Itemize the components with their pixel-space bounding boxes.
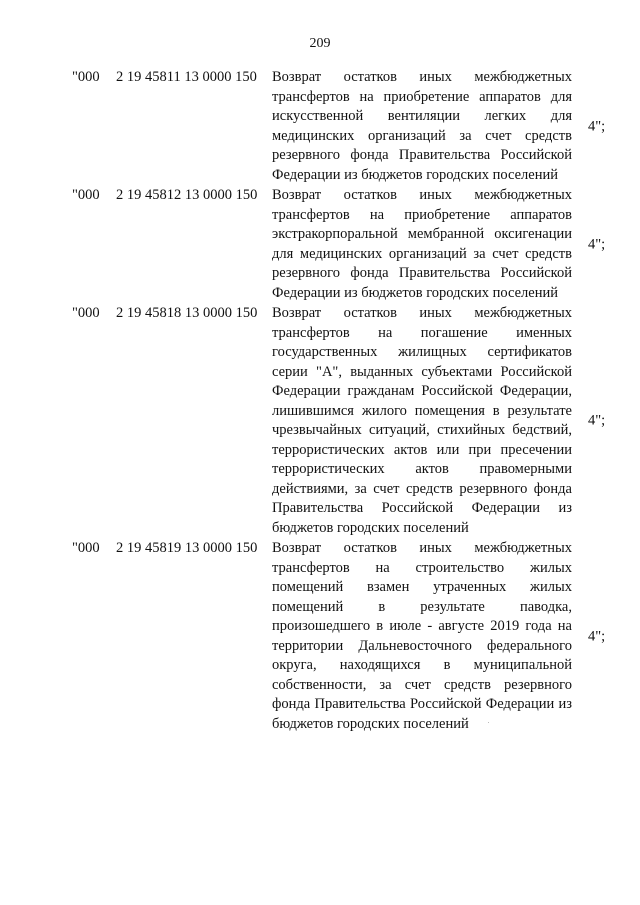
entry-code: 2 19 45812 13 0000 150 <box>116 187 258 203</box>
entry-suffix: 4"; <box>588 627 606 644</box>
entry-prefix: "000 <box>72 187 100 203</box>
entry-prefix: "000 <box>72 69 100 85</box>
page-number: 209 <box>309 36 331 51</box>
table-row <box>0 539 640 734</box>
entry-prefix: "000 <box>72 540 100 556</box>
entry-description: Возврат остатков иных межбюджетных трансфертов на приобретение аппаратов экстракорпоральной мембранной оксигенации для медицинских организаций за счет средств резервного фонда Правительства Российской Федерации из бюджетов городских поселений <box>272 187 572 301</box>
scan-speck <box>488 722 489 723</box>
entry-description: Возврат остатков иных межбюджетных трансфертов на строительство жилых помещений взамен утраченных жилых помещений в результате паводка, произошедшего в июле - августе 2019 года на территории Дальневосточного федерального округа, находящихся в муниципальной собственности, за счет средств резервного фонда Правительства Российской Федерации из бюджетов городских поселений <box>272 540 572 732</box>
entries-table <box>0 68 640 735</box>
table-row <box>0 186 640 303</box>
entry-description: Возврат остатков иных межбюджетных трансфертов на приобретение аппаратов для искусственной вентиляции легких для медицинских организаций за счет средств резервного фонда Правительства Российской Федерации из бюджетов городских поселений <box>272 69 572 183</box>
entry-suffix: 4"; <box>588 117 606 134</box>
table-row <box>0 304 640 538</box>
entry-code: 2 19 45818 13 0000 150 <box>116 305 258 321</box>
entry-description: Возврат остатков иных межбюджетных трансфертов на погашение именных государственных жилищных сертификатов серии "А", выданных субъектами Российской Федерации гражданам Российской Федерации, лишившимся жилого помещения в результате чрезвычайных ситуаций, стихийных бедствий, террористических актов или при пресечении террористических актов правомерными действиями, за счет средств резервного фонда Правительства Российской Федерации из бюджетов городских поселений <box>272 305 572 536</box>
entry-prefix: "000 <box>72 305 100 321</box>
entry-suffix: 4"; <box>588 412 606 429</box>
entry-suffix: 4"; <box>588 235 606 252</box>
table-row <box>0 68 640 185</box>
entry-code: 2 19 45819 13 0000 150 <box>116 540 258 556</box>
entry-code: 2 19 45811 13 0000 150 <box>116 69 257 85</box>
